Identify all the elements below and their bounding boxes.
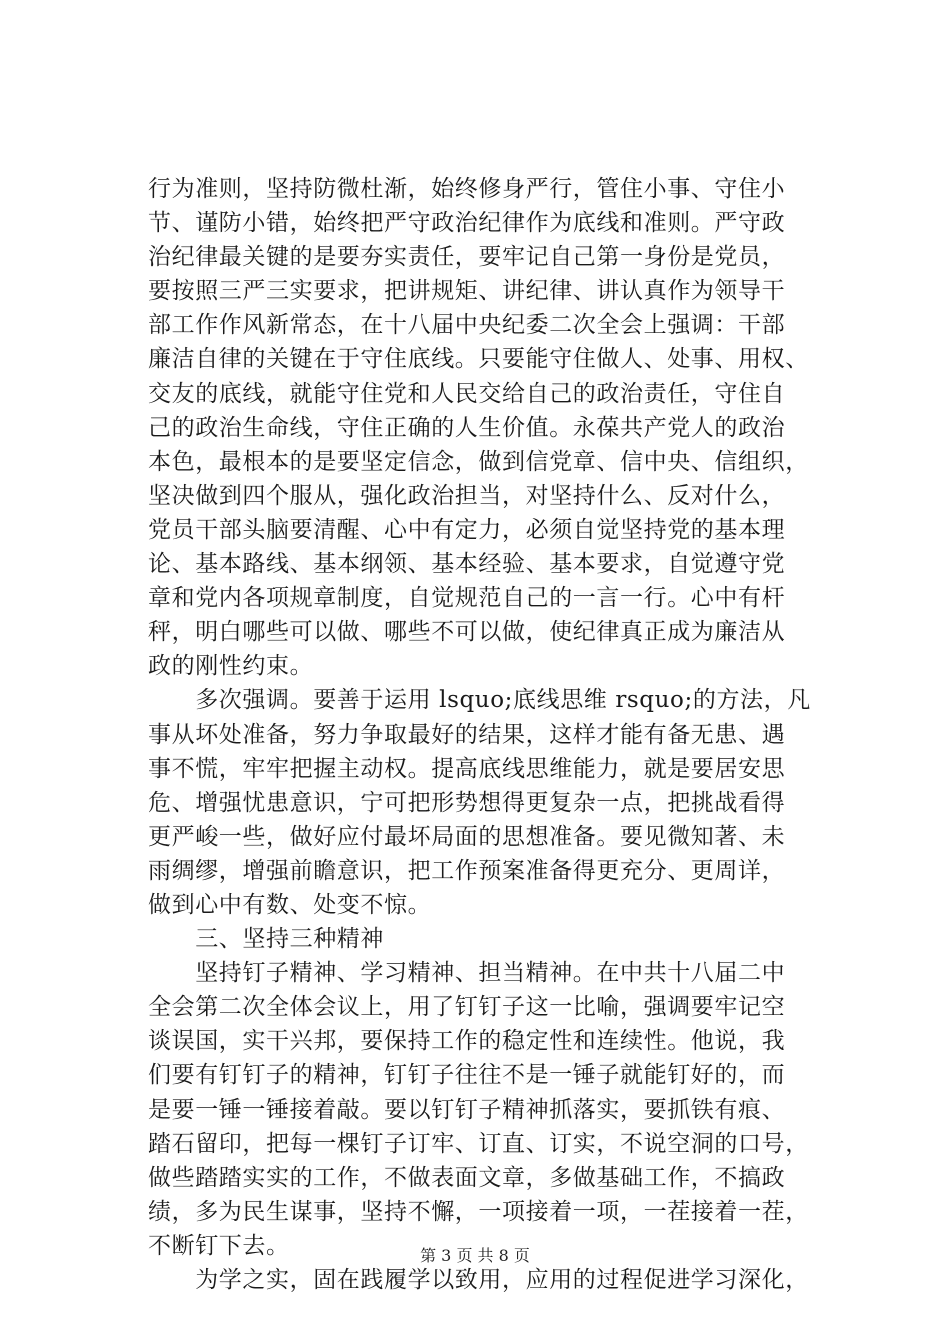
text-line: 要按照三严三实要求，把讲规矩、讲纪律、讲认真作为领导干 [148, 278, 786, 305]
page-number-footer: 第 3 页 共 8 页 [420, 1246, 530, 1265]
text-line: 部工作作风新常态，在十八届中央纪委二次全会上强调：干部 [148, 312, 786, 339]
text-line: 做到心中有数、处变不惊。 [148, 891, 432, 918]
paragraph-start-line: 为学之实，固在践履学以致用，应用的过程促进学习深化， [148, 1267, 809, 1293]
text-line: 雨绸缪，增强前瞻意识，把工作预案准备得更充分、更周详， [148, 857, 786, 884]
text-line: 绩，多为民生谋事，坚持不懈，一项接着一项，一茬接着一茬， [148, 1198, 809, 1225]
text-line: 们要有钉钉子的精神，钉钉子往往不是一锤子就能钉好的，而 [148, 1062, 786, 1089]
text-line: 党员干部头脑要清醒、心中有定力，必须自觉坚持党的基本理 [148, 516, 786, 543]
text-line: 全会第二次全体会议上，用了钉钉子这一比喻，强调要牢记空 [148, 994, 786, 1021]
text-line: 己的政治生命线，守住正确的人生价值。永葆共产党人的政治 [148, 414, 786, 441]
text-line: 治纪律最关键的是要夯实责任，要牢记自己第一身份是党员， [148, 244, 786, 271]
text-line: 交友的底线，就能守住党和人民交给自己的政治责任，守住自 [148, 380, 786, 407]
text-line: 廉洁自律的关键在于守住底线。只要能守住做人、处事、用权、 [148, 346, 809, 373]
text-line: 节、谨防小错，始终把严守政治纪律作为底线和准则。严守政 [148, 210, 786, 237]
text-line: 论、基本路线、基本纲领、基本经验、基本要求，自觉遵守党 [148, 551, 786, 578]
text-line: 踏石留印，把每一棵钉子订牢、订直、订实，不说空洞的口号， [148, 1130, 809, 1157]
text-line: 秤，明白哪些可以做、哪些不可以做，使纪律真正成为廉洁从 [148, 619, 786, 646]
text-line: 危、增强忧患意识，宁可把形势想得更复杂一点，把挑战看得 [148, 789, 786, 816]
text-line: 不断钉下去。 [148, 1232, 290, 1259]
text-line: 做些踏踏实实的工作，不做表面文章，多做基础工作，不搞政 [148, 1164, 786, 1191]
text-line: 是要一锤一锤接着敲。要以钉钉子精神抓落实，要抓铁有痕、 [148, 1096, 786, 1123]
text-line: 更严峻一些，做好应付最坏局面的思想准备。要见微知著、未 [148, 823, 786, 850]
text-line: 行为准则，坚持防微杜渐，始终修身严行，管住小事、守住小 [148, 176, 786, 202]
document-body [148, 172, 811, 1297]
paragraph-start-line: 多次强调。要善于运用 lsquo;底线思维 rsquo;的方法，凡 [148, 687, 811, 714]
text-line: 坚决做到四个服从，强化政治担当，对坚持什么、反对什么， [148, 482, 786, 509]
paragraph-start-line: 坚持钉子精神、学习精神、担当精神。在中共十八届二中 [148, 960, 786, 987]
text-line: 事不慌，牢牢把握主动权。提高底线思维能力，就是要居安思 [148, 755, 786, 782]
text-line: 本色，最根本的是要坚定信念，做到信党章、信中央、信组织， [148, 448, 809, 475]
text-line: 政的刚性约束。 [148, 653, 314, 680]
text-line: 谈误国，实干兴邦，要保持工作的稳定性和连续性。他说，我 [148, 1028, 786, 1055]
text-line: 事从坏处准备，努力争取最好的结果，这样才能有备无患、遇 [148, 721, 786, 748]
section-heading: 三、坚持三种精神 [148, 926, 384, 953]
text-line: 章和党内各项规章制度，自觉规范自己的一言一行。心中有杆 [148, 585, 786, 612]
